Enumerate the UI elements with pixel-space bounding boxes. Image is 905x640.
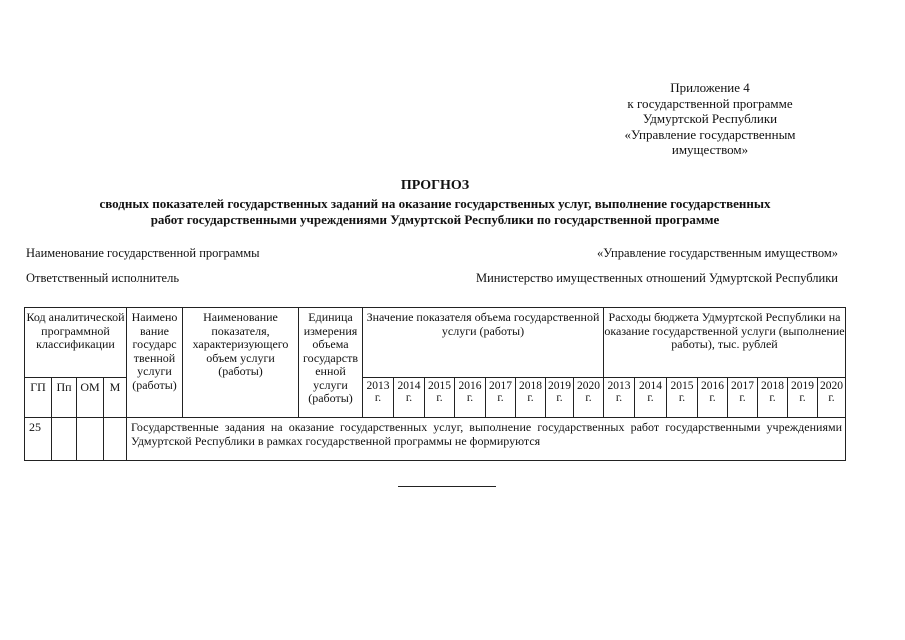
volume-year-header: [546, 378, 574, 418]
year-number: 2020: [820, 380, 843, 392]
year-number: 2015: [670, 380, 694, 392]
year-suffix: г.: [678, 392, 686, 404]
volume-year-header: [394, 378, 425, 418]
volume-year-header: [516, 378, 546, 418]
expense-year-header: [698, 378, 728, 418]
cell-pp: [52, 418, 77, 461]
forecast-table: [24, 307, 846, 461]
year-number: 2015: [428, 380, 451, 392]
expense-year-header: [728, 378, 758, 418]
year-number: 2019: [791, 380, 814, 392]
volume-year-header: [574, 378, 604, 418]
header-code: Код аналитической программной классификации: [25, 308, 127, 378]
year-number: 2018: [519, 380, 542, 392]
subheader-gp: ГП: [25, 378, 52, 418]
header-indicator-name: Наименование показателя, характеризующего объем услуги (работы): [183, 308, 299, 418]
volume-year-header: [455, 378, 486, 418]
header-unit: Единица измерения объема государств енной услуги (работы): [299, 308, 363, 418]
year-suffix: г.: [374, 392, 382, 404]
cell-m: [104, 418, 127, 461]
program-value: «Управление государственным имуществом»: [597, 246, 838, 260]
subtitle-line: сводных показателей государственных заданий на оказание государственных услуг, выполнение государственных: [99, 196, 771, 211]
year-suffix: г.: [585, 392, 592, 404]
program-label: Наименование государственной программы: [26, 246, 260, 260]
document-subtitle: [20, 196, 850, 228]
expense-year-header: [604, 378, 635, 418]
cell-om: [77, 418, 104, 461]
year-suffix: г.: [527, 392, 534, 404]
appendix-line: Приложение 4: [670, 80, 750, 95]
header-expense-group: Расходы бюджета Удмуртской Республики на оказание государственной услуги (выполнение работы), тыс. рублей: [604, 308, 846, 378]
year-number: 2013: [607, 380, 631, 392]
table-row: [25, 418, 846, 461]
year-suffix: г.: [497, 392, 504, 404]
year-suffix: г.: [405, 392, 413, 404]
year-number: 2014: [639, 380, 662, 392]
year-number: 2020: [577, 380, 600, 392]
year-number: 2014: [397, 380, 421, 392]
cell-gp: 25: [25, 418, 52, 461]
header-volume-group: Значение показателя объема государственной услуги (работы): [363, 308, 604, 378]
year-number: 2013: [366, 380, 390, 392]
year-number: 2016: [701, 380, 724, 392]
year-suffix: г.: [647, 392, 654, 404]
year-number: 2017: [731, 380, 754, 392]
appendix-line: «Управление государственным: [624, 126, 796, 142]
year-number: 2018: [761, 380, 784, 392]
expense-year-header: [667, 378, 698, 418]
row-note: Государственные задания на оказание государственных услуг, выполнение государственных работ государственными учреждениями Удмуртской Республики в рамках государственной программы не формируются: [127, 418, 846, 461]
year-suffix: г.: [615, 392, 623, 404]
document-title: ПРОГНОЗ: [400, 178, 470, 193]
year-suffix: г.: [436, 392, 443, 404]
year-suffix: г.: [709, 392, 716, 404]
closing-rule: [398, 486, 496, 487]
volume-year-header: [363, 378, 394, 418]
subheader-om: ОМ: [77, 378, 104, 418]
year-suffix: г.: [769, 392, 776, 404]
executor-label: Ответственный исполнитель: [26, 271, 180, 285]
year-suffix: г.: [466, 392, 474, 404]
header-service-name: Наимено вание государс твенной услуги (работы): [127, 308, 183, 418]
year-number: 2016: [458, 380, 482, 392]
year-suffix: г.: [799, 392, 806, 404]
expense-year-header: [758, 378, 788, 418]
volume-year-header: [486, 378, 516, 418]
year-suffix: г.: [739, 392, 746, 404]
year-suffix: г.: [828, 392, 835, 404]
year-number: 2017: [489, 380, 512, 392]
year-number: 2019: [548, 380, 571, 392]
appendix-block: [585, 80, 835, 158]
appendix-line: Удмуртской Республики: [642, 111, 778, 126]
volume-year-header: [425, 378, 455, 418]
subheader-pp: Пп: [52, 378, 77, 418]
expense-year-header: [818, 378, 846, 418]
appendix-line: к государственной программе: [627, 95, 793, 111]
year-suffix: г.: [556, 392, 563, 404]
appendix-line: имуществом»: [671, 142, 749, 157]
subtitle-line: работ государственными учреждениями Удмуртской Республики по государственной программе: [150, 212, 720, 227]
expense-year-header: [788, 378, 818, 418]
expense-year-header: [635, 378, 667, 418]
subheader-m: М: [104, 378, 127, 418]
executor-value: Министерство имущественных отношений Удмуртской Республики: [476, 271, 838, 285]
